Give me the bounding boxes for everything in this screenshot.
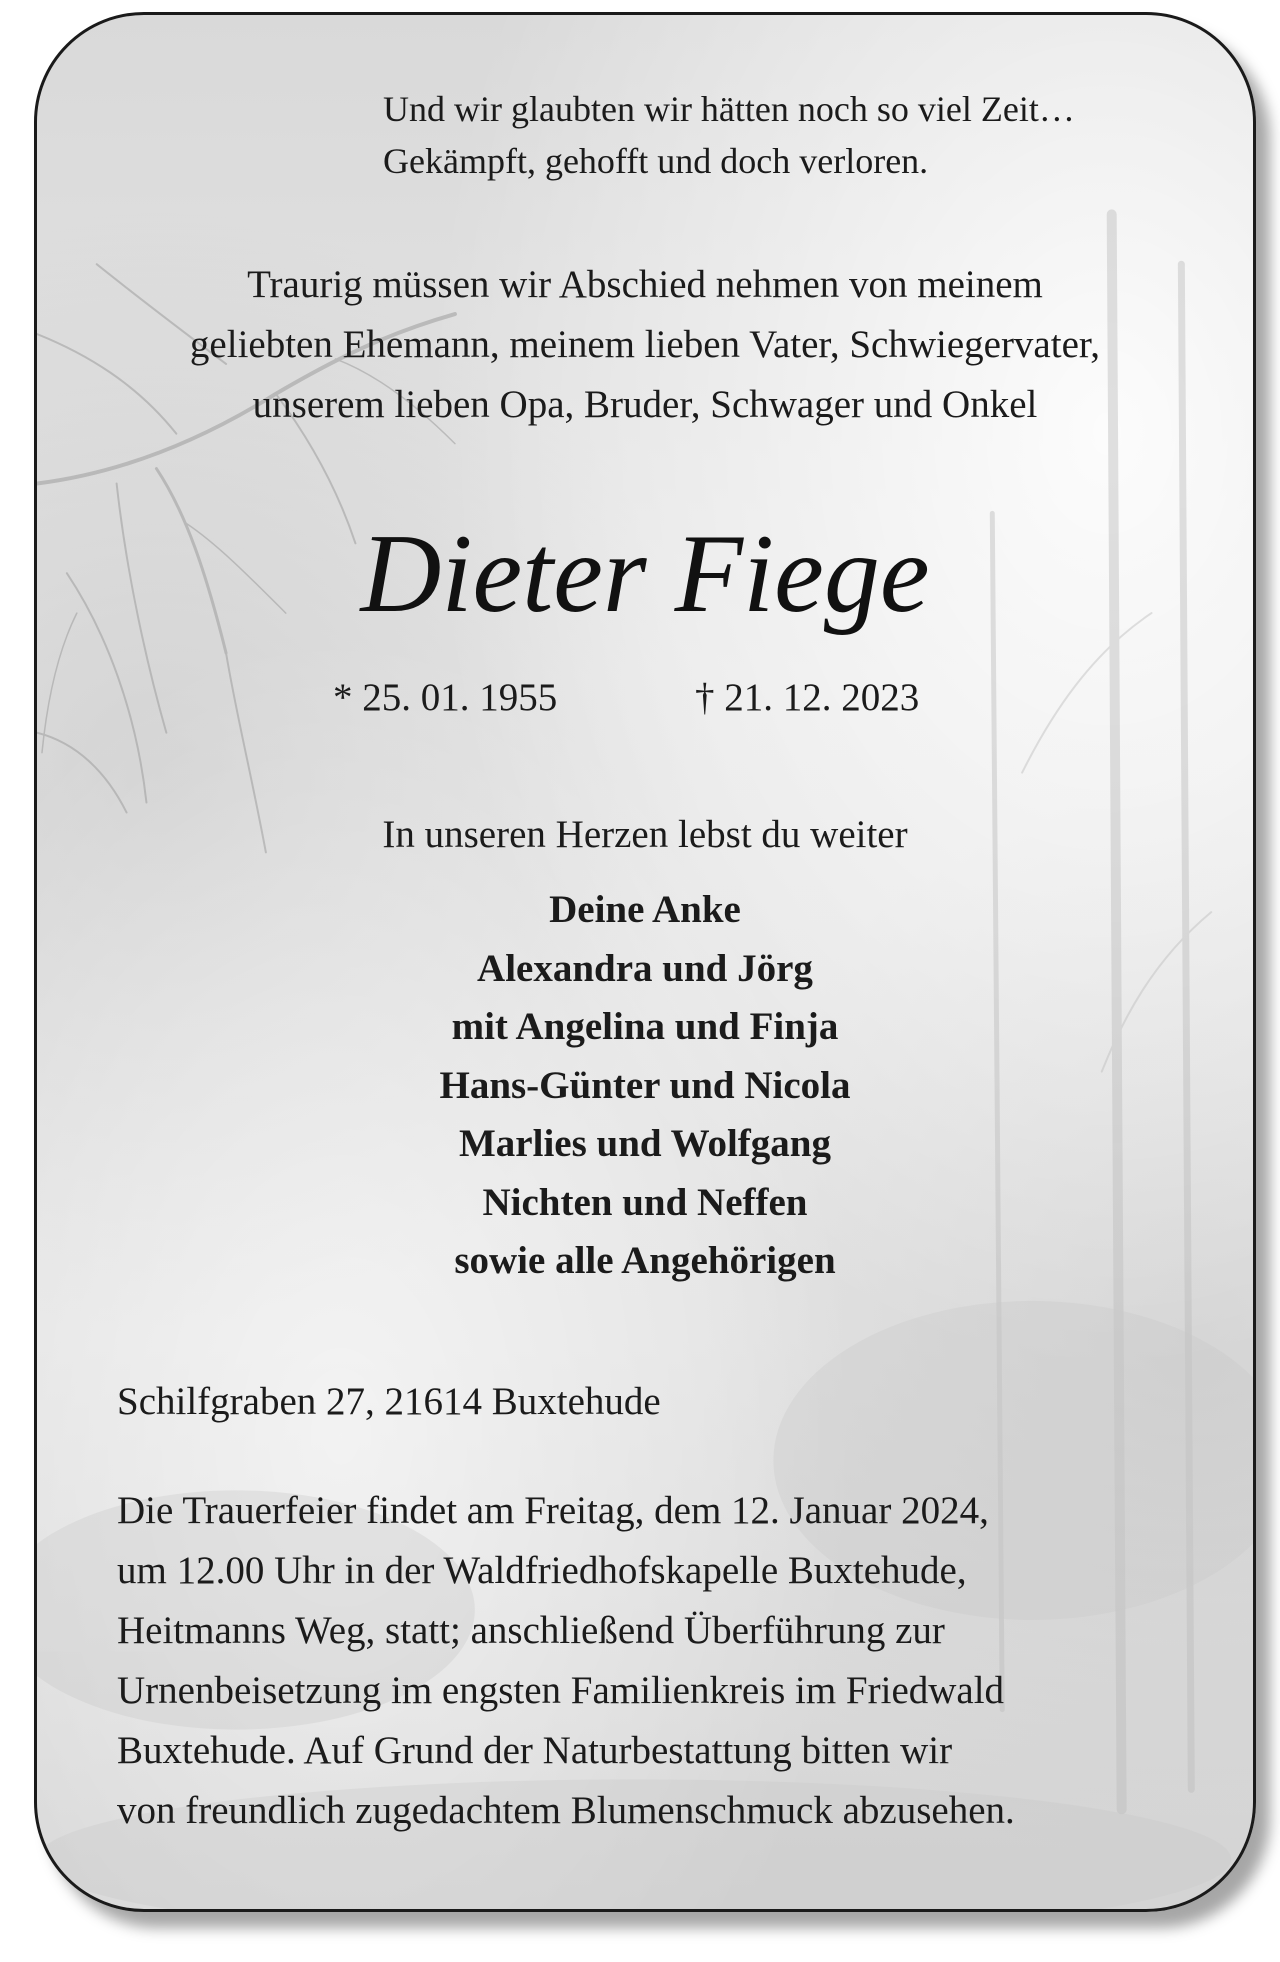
intro-line: Traurig müssen wir Abschied nehmen von meinem — [247, 263, 1043, 306]
ceremony-line: Buxtehude. Auf Grund der Naturbestattung bitten wir — [117, 1729, 953, 1772]
mourner-line: Alexandra und Jörg — [477, 946, 813, 990]
quote-line: Und wir glaubten wir hätten noch so viel Zeit… — [383, 89, 1075, 129]
ceremony-line: um 12.00 Uhr in der Waldfriedhofskapelle Buxtehude, — [117, 1549, 967, 1592]
mourner-line: Deine Anke — [549, 888, 741, 931]
death-date: † 21. 12. 2023 — [695, 676, 920, 719]
mourner-line: Nichten und Neffen — [482, 1180, 808, 1224]
obituary-card — [34, 12, 1256, 1912]
ceremony-info — [117, 1481, 1237, 1841]
mourner-line: Marlies und Wolfgang — [458, 1122, 831, 1165]
deceased-name: Dieter Fiege — [360, 512, 930, 636]
mourner-line: mit Angelina und Finja — [451, 1005, 839, 1048]
mourner-line: Hans-Günter und Nicola — [439, 1063, 851, 1107]
ceremony-line: Die Trauerfeier findet am Freitag, dem 12. Januar 2024, — [117, 1489, 989, 1532]
mourner-line: sowie alle Angehörigen — [454, 1239, 836, 1282]
opening-quote — [383, 83, 1075, 187]
birth-date: * 25. 01. 1955 — [333, 676, 558, 719]
ceremony-line: Urnenbeisetzung im engsten Familienkreis im Friedwald — [117, 1669, 1005, 1712]
address: Schilfgraben 27, 21614 Buxtehude — [117, 1380, 661, 1423]
intro-line: unserem lieben Opa, Bruder, Schwager und Onkel — [252, 383, 1038, 426]
motto: In unseren Herzen lebst du weiter — [382, 813, 908, 856]
ceremony-line: Heitmanns Weg, statt; anschließend Überführung zur — [117, 1609, 945, 1652]
ceremony-line: von freundlich zugedachtem Blumenschmuck abzusehen. — [117, 1789, 1015, 1832]
quote-line: Gekämpft, gehofft und doch verloren. — [383, 141, 929, 181]
intro-text — [37, 255, 1253, 435]
intro-line: geliebten Ehemann, meinem lieben Vater, Schwiegervater, — [189, 323, 1101, 366]
mourners-list — [37, 881, 1253, 1291]
